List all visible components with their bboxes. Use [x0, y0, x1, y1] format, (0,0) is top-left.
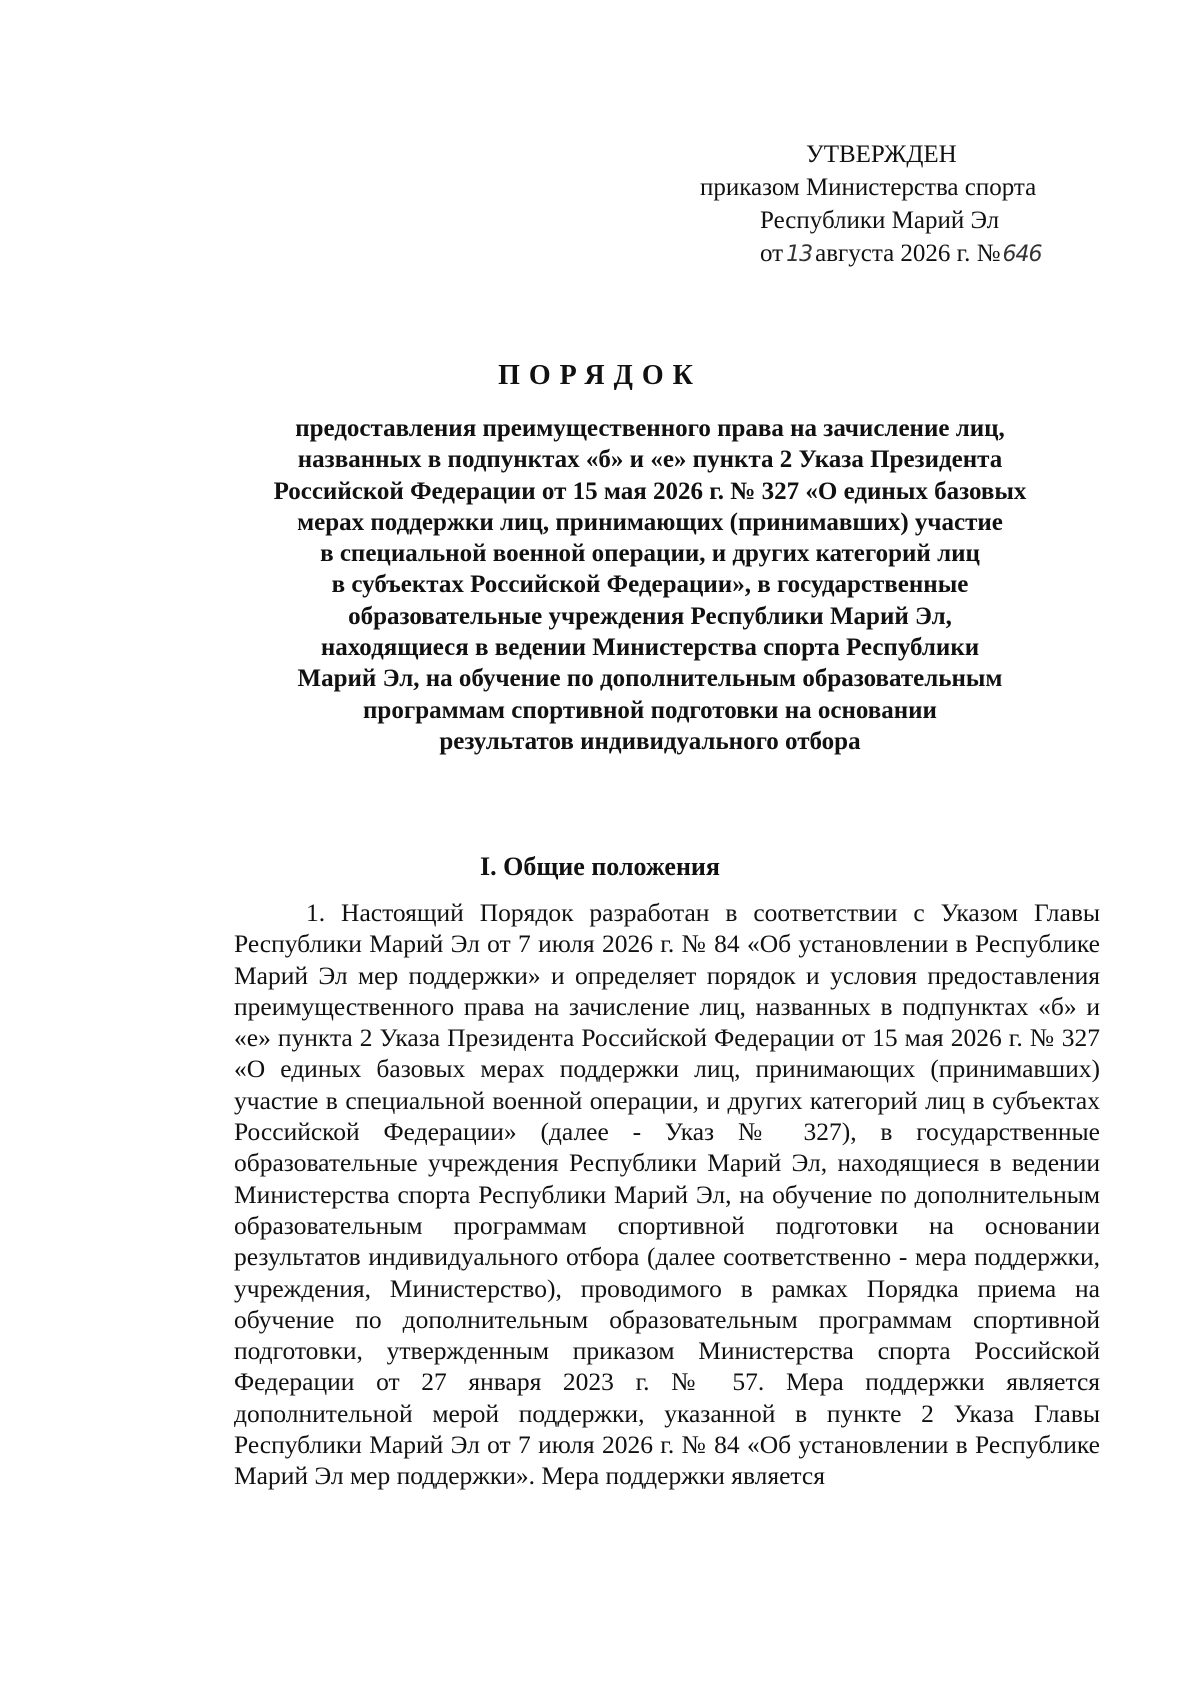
approval-date-rest: августа 2026 г. №: [815, 240, 1001, 267]
subtitle-line: результатов индивидуального отбора: [439, 727, 861, 755]
document-subtitle: [210, 413, 1090, 757]
section-heading: I. Общие положения: [480, 852, 720, 881]
subtitle-line: Марий Эл, на обучение по дополнительным образовательным: [297, 665, 1003, 693]
subtitle-line: в специальной военной операции, и других категорий лиц: [320, 540, 980, 568]
subtitle-line: названных в подпунктах «б» и «е» пункта 2 Указа Президента: [297, 446, 1003, 474]
approval-heading: УТВЕРЖДЕН: [806, 141, 957, 168]
document-title: ПОРЯДОК: [498, 360, 702, 391]
subtitle-line: Российской Федерации от 15 мая 2026 г. № 327 «О единых базовых: [273, 477, 1027, 505]
approval-date-line: [700, 237, 1120, 271]
subtitle-line: предоставления преимущественного права на зачисление лиц,: [295, 415, 1005, 442]
subtitle-line: образовательные учреждения Республики Марий Эл,: [348, 602, 952, 630]
subtitle-line: мерах поддержки лиц, принимающих (принимавших) участие: [297, 508, 1003, 536]
subtitle-line: находящиеся в ведении Министерства спорта Республики: [320, 634, 980, 662]
paragraph-1: 1. Настоящий Порядок разработан в соответствии с Указом Главы Республики Марий Эл от 7 июля 2026 г. № 84 «Об установлении в Республике Марий Эл мер поддержки» и определяет порядок и условия предоставления преимущественного права на зачисление лиц, названных в подпунктах «б» и «е» пункта 2 Указа Президента Российской Федерации от 15 мая 2026 г. № 327 «О единых базовых мерах поддержки лиц, принимающих (принимавших) участие в специальной военной операции, и других категорий лиц в субъектах Российской Федерации» (далее - Указ № 327), в государственные образовательные учреждения Республики Марий Эл, находящиеся в ведении Министерства спорта Республики Марий Эл, на обучение по дополнительным образовательным программам спортивной подготовки на основании результатов индивидуального отбора (далее соответственно - мера поддержки, учреждения, Министерство), проводимого в рамках Порядка приема на обучение по дополнительным образовательным программам спортивной подготовки, утвержденным приказом Министерства спорта Российской Федерации от 27 января 2023 г. № 57. Мера поддержки является дополнительной мерой поддержки, указанной в пункте 2 Указа Главы Республики Марий Эл от 7 июля 2026 г. № 84 «Об установлении в Республике Марий Эл мер поддержки». Мера поддержки является: [234, 898, 1100, 1491]
subtitle-line: в субъектах Российской Федерации», в государственные: [331, 571, 969, 599]
approval-stamp: [700, 138, 1120, 271]
subtitle-line: программам спортивной подготовки на основании: [363, 696, 937, 724]
approval-region: Республики Марий Эл: [760, 207, 1000, 234]
approval-date-prefix: от: [760, 240, 784, 267]
handwritten-order-number: 646: [1002, 242, 1042, 267]
handwritten-day: 13: [786, 242, 813, 267]
approval-issuer: приказом Министерства спорта: [700, 174, 1037, 201]
